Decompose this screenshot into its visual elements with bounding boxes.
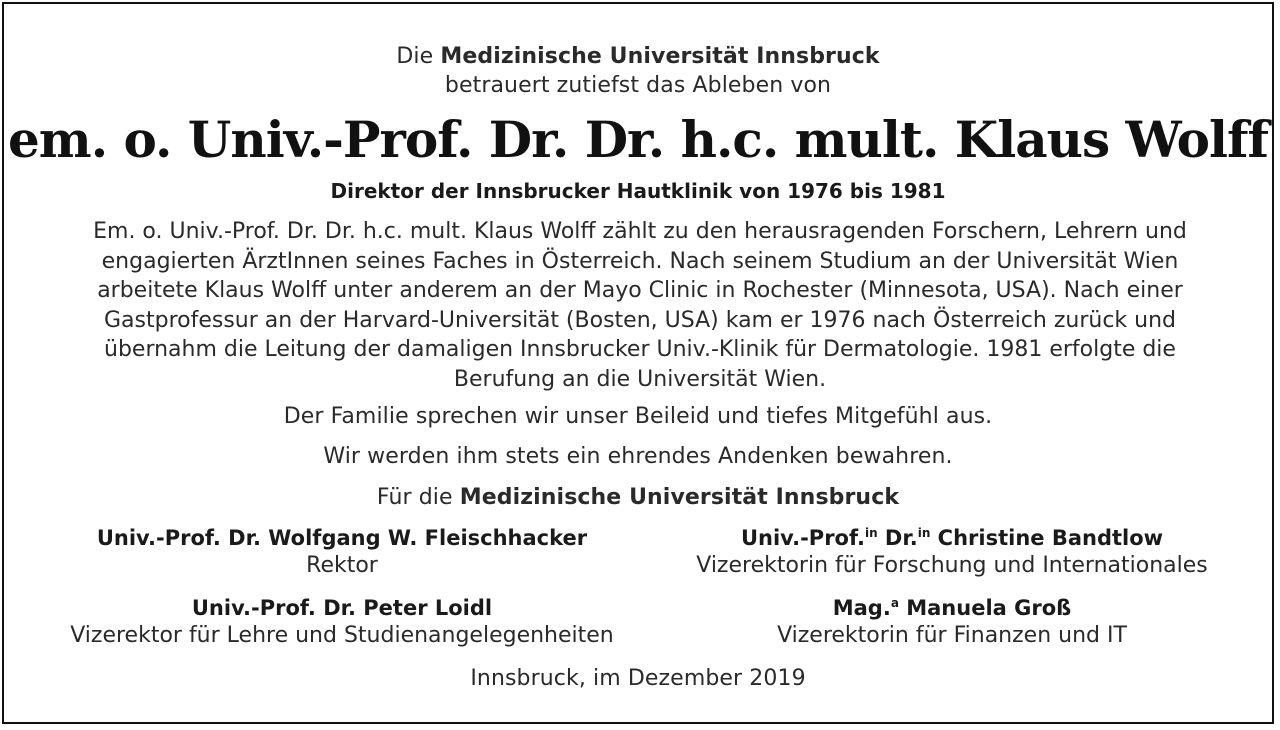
intro-prefix: Die xyxy=(396,44,434,69)
biography-line: übernahm die Leitung der damaligen Innsbrucker Univ.-Klinik für Dermatologie. 1981 erfolgte die xyxy=(104,337,1176,362)
intro-organization: Medizinische Universität Innsbruck xyxy=(440,44,880,69)
obituary-notice xyxy=(2,2,1274,724)
signatory-role: Vizerektorin für Finanzen und IT xyxy=(777,623,1127,648)
signoff-organization: Medizinische Universität Innsbruck xyxy=(459,485,900,510)
signoff-prefix: Für die xyxy=(376,485,453,510)
biography-line: Berufung an die Universität Wien. xyxy=(453,366,827,392)
name-part: Dr. xyxy=(877,526,918,550)
biography-line: arbeitete Klaus Wolff unter anderem an der Mayo Clinic in Rochester (Minnesota, USA). Nach einer xyxy=(97,278,1183,303)
signatory-role: Rektor xyxy=(306,553,378,578)
signatory-rector xyxy=(62,526,622,578)
signatory-name: Univ.-Prof. Dr. Wolfgang W. Fleischhacker xyxy=(96,526,588,550)
biography-line: engagierten ÄrztInnen seines Faches in Österreich. Nach seinem Studium an der Universität Wien xyxy=(101,248,1179,274)
biography-line: Gastprofessur an der Harvard-Universität (Bosten, USA) kam er 1976 nach Österreich zurück und xyxy=(104,307,1176,333)
condolence-line: Der Familie sprechen wir unser Beileid und tiefes Mitgefühl aus. xyxy=(283,404,993,429)
signatory-name xyxy=(672,596,1232,620)
signatory-name xyxy=(672,526,1232,550)
place-and-date: Innsbruck, im Dezember 2019 xyxy=(470,666,806,691)
signatory-vice-rector-research xyxy=(672,526,1232,578)
name-part: Univ.-Prof. xyxy=(740,526,865,550)
gender-superscript: a xyxy=(890,596,899,610)
intro-line-1 xyxy=(4,44,1272,69)
intro-line-2: betrauert zutiefst das Ableben von xyxy=(444,73,832,98)
signatory-name: Univ.-Prof. Dr. Peter Loidl xyxy=(191,596,493,620)
name-part: Christine Bandtlow xyxy=(930,526,1164,550)
gender-superscript: in xyxy=(864,526,878,540)
biography-line: Em. o. Univ.-Prof. Dr. Dr. h.c. mult. Klaus Wolff zählt zu den herausragenden Forschern, Lehrern und xyxy=(93,219,1187,244)
deceased-name: em. o. Univ.-Prof. Dr. Dr. h.c. mult. Klaus Wolff xyxy=(7,110,1268,169)
signatory-role: Vizerektor für Lehre und Studienangelegenheiten xyxy=(70,623,614,648)
signatory-role: Vizerektorin für Forschung und Internationales xyxy=(696,553,1208,578)
remembrance-line: Wir werden ihm stets ein ehrendes Andenken bewahren. xyxy=(323,444,953,469)
name-part: Mag. xyxy=(832,596,891,620)
gender-superscript: in xyxy=(917,526,931,540)
deceased-title: Direktor der Innsbrucker Hautklinik von 1976 bis 1981 xyxy=(330,179,946,203)
biography-paragraph xyxy=(34,217,1246,394)
signoff-line xyxy=(4,485,1272,510)
name-part: Manuela Groß xyxy=(898,596,1072,620)
signatory-vice-rector-teaching xyxy=(62,596,622,648)
signatory-vice-rector-finance xyxy=(672,596,1232,648)
